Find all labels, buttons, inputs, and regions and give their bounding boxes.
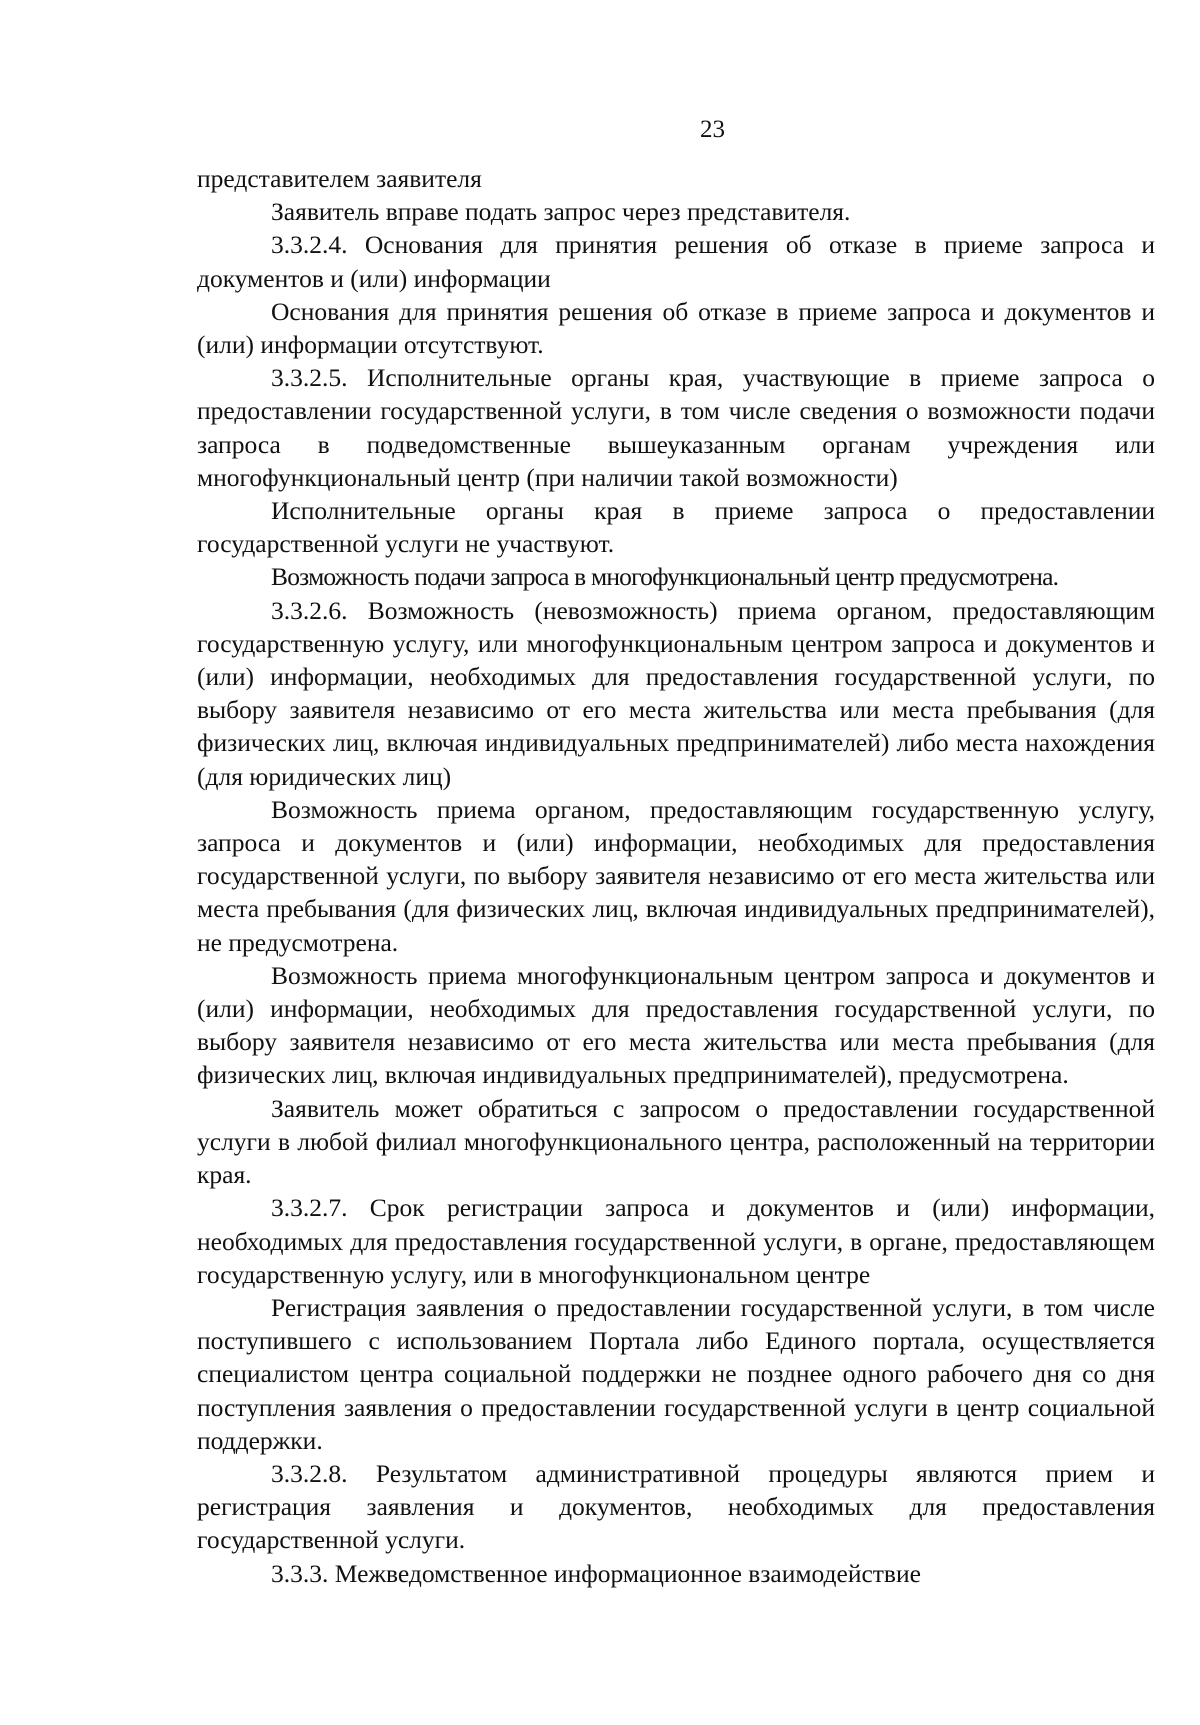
paragraph: 3.3.2.7. Срок регистрации запроса и документов и (или) информации, необходимых для предоставления государственной услуги, в органе, предоставляющем государственную услугу, или в многофункциональном центре [197, 1193, 1155, 1289]
paragraph: 3.3.2.6. Возможность (невозможность) приема органом, предоставляющим государственную услугу, или многофункциональным центром запроса и документов и (или) информации, необходимых для предоставления государственной услуги, по выбору заявителя независимо от его места жительства или места пребывания (для физических лиц, включая индивидуальных предпринимателей) либо места нахождения (для юридических лиц) [197, 595, 1155, 791]
paragraph: Возможность подачи запроса в многофункциональный центр предусмотрена. [271, 562, 1059, 592]
paragraph: Заявитель может обратиться с запросом о предоставлении государственной услуги в любой филиал многофункционального центра, расположенный на территории края. [197, 1093, 1155, 1190]
paragraph: Заявитель вправе подать запрос через представителя. [271, 197, 851, 227]
paragraph: Исполнительные органы края в приеме запроса о предоставлении государственной услуги не участвуют. [197, 496, 1155, 559]
paragraph: 3.3.2.8. Результатом административной процедуры являются прием и регистрация заявления и документов, необходимых для предоставления государственной услуги. [197, 1458, 1155, 1555]
paragraph: Возможность приема органом, предоставляющим государственную услугу, запроса и документов и (или) информации, необходимых для предоставления государственной услуги, по выбору заявителя независимо от его места жительства или места пребывания (для физических лиц, включая индивидуальных предпринимателей), не предусмотрена. [197, 794, 1155, 957]
paragraph: 3.3.3. Межведомственное информационное взаимодействие [271, 1558, 921, 1588]
paragraph: 3.3.2.5. Исполнительные органы края, участвующие в приеме запроса о предоставлении государственной услуги, в том числе сведения о возможности подачи запроса в подведомственные вышеуказанным органам учреждения или многофункциональный центр (при наличии такой возможности) [197, 363, 1155, 492]
page-number: 23 [700, 116, 725, 143]
paragraph: Основания для принятия решения об отказе в приеме запроса и документов и (или) информации отсутствуют. [197, 296, 1155, 360]
document-body [197, 162, 1155, 1590]
paragraph: представителем заявителя [197, 164, 482, 193]
paragraph: 3.3.2.4. Основания для принятия решения об отказе в приеме запроса и документов и (или) информации [197, 230, 1155, 293]
paragraph: Возможность приема многофункциональным центром запроса и документов и (или) информации, необходимых для предоставления государственной услуги, по выбору заявителя независимо от его места жительства или места пребывания (для физических лиц, включая индивидуальных предпринимателей), предусмотрена. [197, 960, 1155, 1090]
paragraph: Регистрация заявления о предоставлении государственной услуги, в том числе поступившего с использованием Портала либо Единого портала, осуществляется специалистом центра социальной поддержки не позднее одного рабочего дня со дня поступления заявления о предоставлении государственной услуги в центр социальной поддержки. [197, 1292, 1155, 1455]
